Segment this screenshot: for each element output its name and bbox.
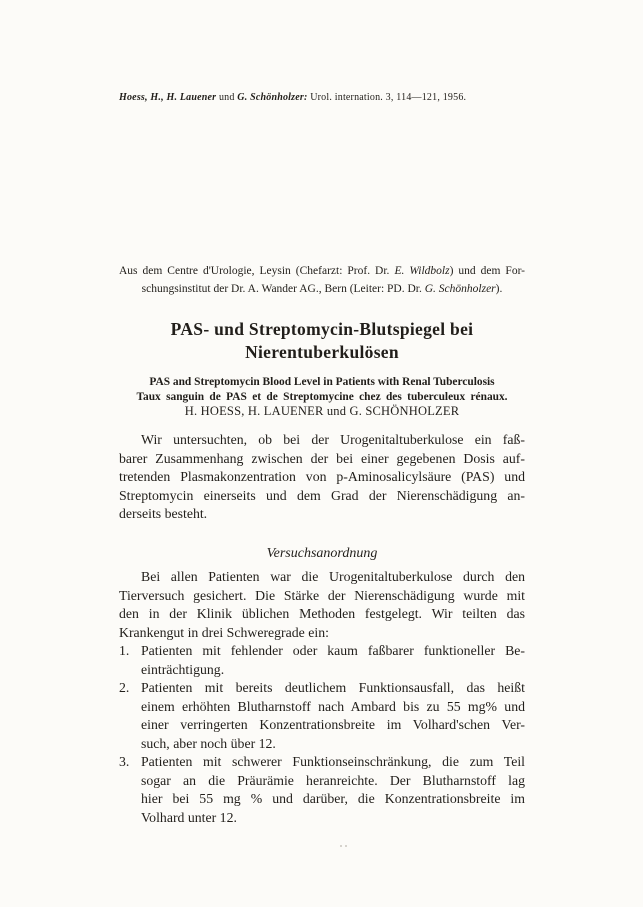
paper-title: [119, 318, 525, 364]
list-item: [119, 642, 525, 679]
section-heading: Versuchsanordnung: [266, 546, 378, 561]
text-line: barer Zusammenhang zwischen der bei einer gegebenen Dosis auf-: [119, 450, 525, 466]
affiliation: [119, 262, 525, 298]
text-line: den in der Klinik üblichen Methoden festgelegt. Wir teilten das: [119, 606, 525, 621]
affiliation-text: ).: [495, 283, 503, 295]
title-line-2: Nierentuberkulösen: [245, 342, 399, 362]
text-line: tretenden Plasmakonzentration von p-Aminosalicylsäure (PAS) und: [119, 469, 525, 484]
title-english: PAS and Streptomycin Blood Level in Patients with Renal Tuberculosis: [149, 376, 495, 388]
citation-journal: Urol. internation. 3, 114—121, 1956.: [310, 92, 467, 103]
severity-grades-list: [119, 642, 525, 827]
list-item-number: 1.: [119, 643, 130, 658]
text-line: Tierversuch gesichert. Die Stärke der Nierenschädigung wurde mit: [119, 587, 525, 603]
setup-paragraph: [119, 568, 525, 642]
citation-authors: Hoess, H., H. Lauener: [119, 92, 217, 103]
list-item: [119, 753, 525, 827]
text-line: hier bei 55 mg % und darüber, die Konzentrationsbreite im: [141, 791, 525, 806]
text-line: einträchtigung.: [141, 661, 225, 677]
list-item-number: 2.: [119, 680, 130, 695]
text-line: Wir untersuchten, ob bei der Urogenitaltuberkulose ein faß-: [141, 432, 525, 447]
scan-artifact: [339, 845, 347, 847]
citation-authors-2: G. Schönholzer:: [237, 92, 308, 103]
text-line: sogar an die Präurämie heranreichte. Der Blutharnstoff lag: [141, 772, 525, 788]
text-line: Bei allen Patienten war die Urogenitaltuberkulose durch den: [141, 569, 525, 584]
affiliation-line: [119, 280, 525, 298]
affiliation-name-italic: G. Schönholzer: [424, 283, 496, 295]
citation-conjunction: und: [218, 92, 235, 103]
text-line: Streptomycin einerseits und dem Grad der Nierenschädigung an-: [119, 487, 525, 503]
title-line-1: PAS- und Streptomycin-Blutspiegel bei: [170, 319, 474, 339]
affiliation-text: schungsinstitut der Dr. A. Wander AG., Bern (Leiter: PD. Dr.: [141, 283, 422, 295]
text-line: einem erhöhten Blutharnstoff nach Ambard bis zu 55 mg% und: [141, 698, 525, 714]
title-french: Taux sanguin de PAS et de Streptomycine chez des tuberculeux rénaux.: [136, 390, 508, 403]
running-head-citation: [119, 92, 525, 104]
affiliation-line: [119, 262, 525, 280]
affiliation-text: ) und dem For-: [449, 265, 526, 277]
text-line: Patienten mit schwerer Funktionseinschränkung, die zum Teil: [141, 754, 525, 769]
list-item-number: 3.: [119, 754, 130, 769]
author-line: H. HOESS, H. LAUENER und G. SCHÖNHOLZER: [184, 404, 460, 418]
affiliation-text: Aus dem Centre d'Urologie, Leysin (Chefarzt: Prof. Dr.: [119, 265, 390, 277]
text-line: derseits besteht.: [119, 506, 208, 521]
text-line: Volhard unter 12.: [141, 809, 237, 825]
text-line: Krankengut in drei Schweregrade ein:: [119, 624, 329, 640]
translated-titles: [119, 375, 525, 404]
text-line: such, aber noch über 12.: [141, 735, 276, 751]
affiliation-name-italic: E. Wildbolz: [394, 265, 450, 277]
list-item: [119, 679, 525, 753]
intro-paragraph: [119, 431, 525, 524]
text-line: einer verringerten Konzentrationsbreite im Volhard'schen Ver-: [141, 717, 525, 732]
text-line: Patienten mit fehlender oder kaum faßbarer funktioneller Be-: [141, 643, 525, 658]
text-line: Patienten mit bereits deutlichem Funktionsausfall, das heißt: [141, 680, 525, 695]
